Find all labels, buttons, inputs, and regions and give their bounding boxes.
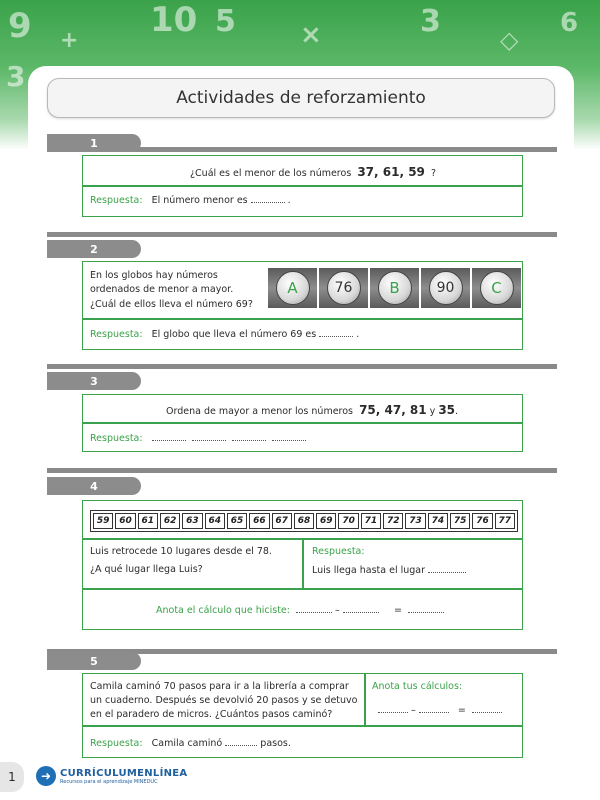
number-cell: 59: [93, 513, 113, 529]
balloon-b: B: [378, 271, 412, 305]
answer-blank[interactable]: [152, 432, 186, 441]
number-cell: 66: [249, 513, 269, 529]
decor-glyph: 5: [215, 4, 236, 39]
divider: [82, 318, 523, 320]
answer-blank[interactable]: [192, 432, 226, 441]
divider: [82, 725, 523, 727]
answer-blank[interactable]: [272, 432, 306, 441]
number-cell: 61: [138, 513, 158, 529]
section-rule: [47, 468, 557, 473]
number-cell: 75: [450, 513, 470, 529]
section-number-badge: 5: [47, 652, 141, 670]
balloon-c: C: [480, 271, 514, 305]
number-cell: 60: [115, 513, 135, 529]
divider: [302, 538, 304, 588]
section-number-badge: 4: [47, 477, 141, 495]
logo-subtext: Recursos para el aprendizaje MINEDUC: [60, 778, 158, 785]
answer-label: Respuesta:: [312, 546, 365, 557]
calc-row: Anota el cálculo que hiciste: – =: [156, 604, 444, 616]
calc-blank[interactable]: [408, 604, 444, 613]
logo-arrow-icon: ➜: [36, 766, 56, 786]
question-text: ¿Cuál es el menor de los números 37, 61, 59 ?: [190, 165, 436, 179]
decor-glyph: 3: [420, 4, 441, 39]
question-text: Ordena de mayor a menor los números 75, 47, 81 y 35.: [166, 403, 459, 417]
page-number: 1: [0, 762, 24, 792]
decor-glyph: ×: [300, 20, 322, 50]
decor-glyph: 9: [8, 6, 32, 46]
decor-glyph: 6: [560, 8, 579, 38]
number-cell: 73: [405, 513, 425, 529]
number-cell: 72: [383, 513, 403, 529]
number-cell: 64: [205, 513, 225, 529]
decor-glyph: +: [60, 28, 79, 53]
answer-blank[interactable]: [428, 564, 466, 573]
answer-row: Respuesta: Camila caminó pasos.: [90, 738, 291, 749]
section-rule: [47, 232, 557, 237]
answer-row: Respuesta: El globo que lleva el número 69 es .: [90, 329, 360, 340]
number-cell: 68: [294, 513, 314, 529]
question-line: en el paradero de micros. ¿Cuántos pasos caminó?: [90, 709, 333, 720]
number-cell: 77: [495, 513, 515, 529]
calc-blank[interactable]: [343, 604, 379, 613]
number-line: [90, 510, 518, 532]
number-cell: 71: [361, 513, 381, 529]
decor-glyph: 10: [150, 0, 198, 40]
answer-blank[interactable]: [225, 737, 257, 746]
calc-blank[interactable]: [296, 604, 332, 613]
divider: [364, 673, 366, 725]
answer-blank[interactable]: [232, 432, 266, 441]
number-cell: 63: [182, 513, 202, 529]
divider: [82, 422, 523, 424]
question-line: Camila caminó 70 pasos para ir a la librería a comprar: [90, 681, 349, 692]
number-cell: 65: [227, 513, 247, 529]
calc-label: Anota tus cálculos:: [372, 681, 463, 692]
question-line: Luis retrocede 10 lugares desde el 78.: [90, 546, 272, 557]
number-cell: 74: [428, 513, 448, 529]
answer-row: Luis llega hasta el lugar: [312, 564, 466, 576]
calc-blank[interactable]: [378, 704, 408, 713]
divider: [82, 588, 523, 590]
decor-glyph: 3: [6, 60, 26, 93]
title-banner: [47, 78, 555, 118]
curriculum-logo: [36, 766, 187, 786]
balloon-strip: [268, 268, 521, 308]
question-line: ordenados de menor a mayor.: [90, 284, 234, 295]
answer-row: Respuesta:: [90, 432, 306, 444]
logo-text: CURRÍCULUMENLÍNEA: [60, 767, 188, 779]
section-number-badge: 1: [47, 134, 141, 152]
balloon-76: 76: [327, 271, 361, 305]
section-rule: [47, 364, 557, 369]
page-title: Actividades de reforzamiento: [176, 88, 426, 108]
answer-blank[interactable]: [319, 328, 353, 337]
calc-row: – =: [378, 704, 502, 716]
number-cell: 70: [338, 513, 358, 529]
number-cell: 62: [160, 513, 180, 529]
question-line: un cuaderno. Después se devolvió 20 pasos y se detuvo: [90, 695, 358, 706]
section-number-badge: 2: [47, 240, 141, 258]
calc-blank[interactable]: [419, 704, 449, 713]
balloon-a: A: [276, 271, 310, 305]
section-number-badge: 3: [47, 372, 141, 390]
number-cell: 69: [316, 513, 336, 529]
question-line: ¿A qué lugar llega Luis?: [90, 564, 203, 575]
question-line: ¿Cuál de ellos lleva el número 69?: [90, 299, 253, 310]
balloon-90: 90: [429, 271, 463, 305]
calc-blank[interactable]: [472, 704, 502, 713]
number-cell: 67: [272, 513, 292, 529]
answer-blank[interactable]: [251, 194, 285, 203]
decor-glyph: ◇: [500, 26, 519, 54]
question-line: En los globos hay números: [90, 270, 218, 281]
number-cell: 76: [472, 513, 492, 529]
answer-row: Respuesta: El número menor es .: [90, 195, 291, 206]
divider: [82, 185, 523, 187]
